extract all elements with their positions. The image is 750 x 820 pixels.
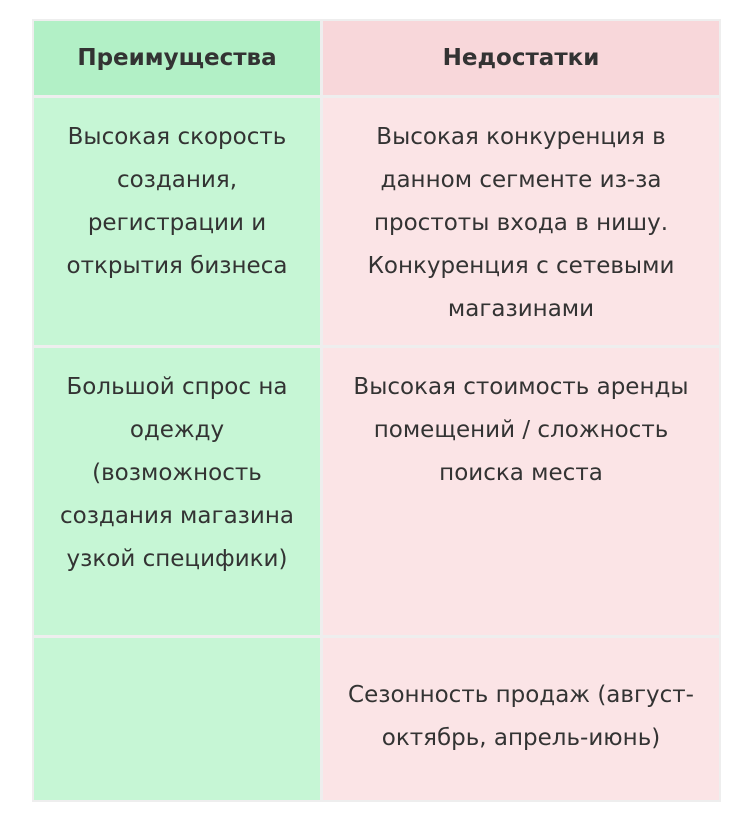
row-1-pros-text: Высокая скорость создания, регистрации и открытия бизнеса [66,124,288,279]
row-2-pros-cell [34,348,323,638]
row-1-pros-cell [34,98,323,348]
pros-cons-table [32,19,721,802]
row-3-cons-cell [323,638,719,800]
header-cons [323,21,719,98]
header-pros-label: Преимущества [77,45,277,71]
row-2-cons-text: Высокая стоимость аренды помещений / сложность поиска места [353,374,689,486]
row-3-pros-cell [34,638,323,800]
table-grid [34,21,719,800]
row-2-cons-cell [323,348,719,638]
header-pros [34,21,323,98]
row-2-pros-text: Большой спрос на одежду (возможность создания магазина узкой специфики) [59,374,294,572]
row-3-cons-text: Сезонность продаж (август-октябрь, апрель-июнь) [348,682,694,751]
row-1-cons-text: Высокая конкуренция в данном сегменте из-за простоты входа в нишу. Конкуренция с сетевыми магазинами [367,124,675,322]
row-1-cons-cell [323,98,719,348]
header-cons-label: Недостатки [442,45,600,71]
